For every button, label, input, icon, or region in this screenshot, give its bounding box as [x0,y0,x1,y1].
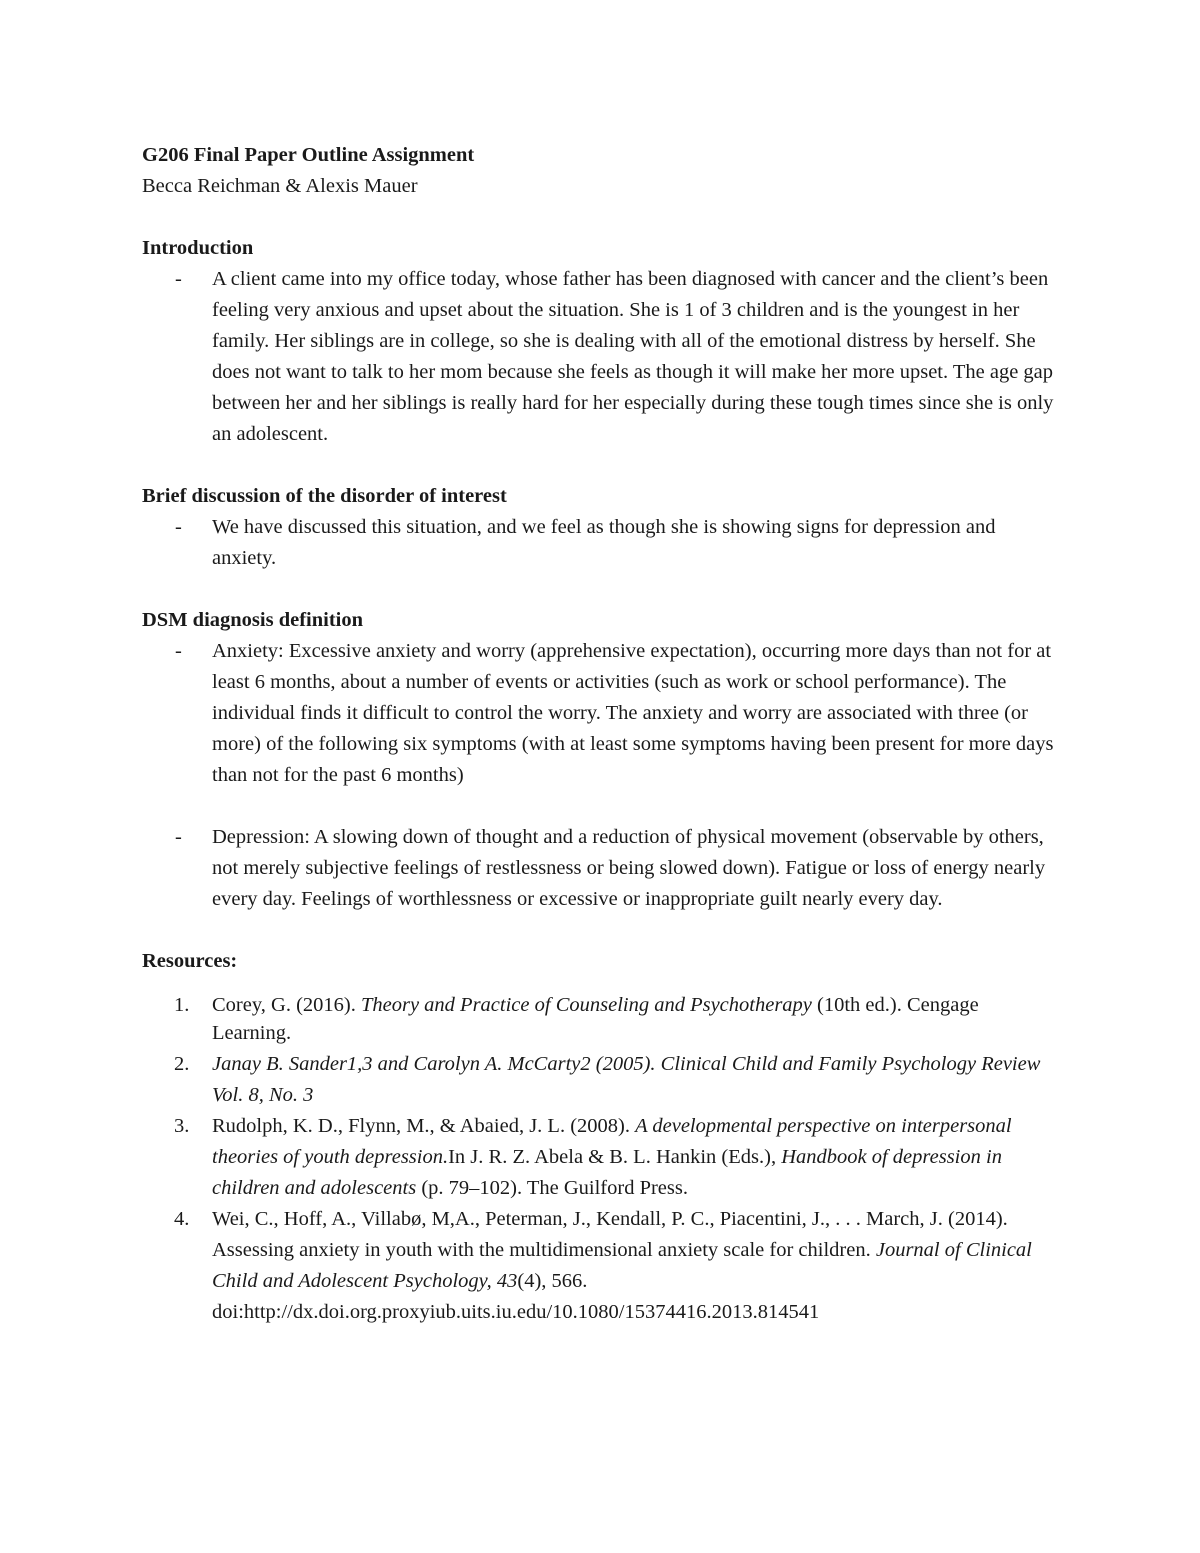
dsm-anxiety-text: Anxiety: Excessive anxiety and worry (apprehensive expectation), occurring more days than not for at least 6 months, about a number of events or activities (such as work or school performance). The individual finds it difficult to control the worry. The anxiety and worry are associated with three (or more) of the following six symptoms (with at least some symptoms having been present for more days than not for the past 6 months) [212,640,1054,786]
introduction-text: A client came into my office today, whose father has been diagnosed with cancer and the client’s been feeling very anxious and upset about the situation. She is 1 of 3 children and is the youngest in her family. Her siblings are in college, so she is dealing with all of the emotional distress by herself. She does not want to talk to her mom because she feels as though it will make her more upset. The age gap between her and her siblings is really hard for her especially during these tough times since she is only an adolescent. [212,268,1054,445]
resource-text: (4), 566. doi:http://dx.doi.org.proxyiub.uits.iu.edu/10.1080/15374416.2013.814541 [212,1270,820,1323]
brief-discussion-section [142,481,1062,574]
resources-heading: Resources: [142,950,238,972]
resource-book-title: Theory and Practice of Counseling and Psychotherapy [360,994,812,1016]
brief-discussion-item [142,512,1062,574]
document-title: G206 Final Paper Outline Assignment [142,144,475,166]
resource-journal-title: Journal of Clinical Child and Adolescent Psychology, 43 [212,1239,1032,1292]
brief-discussion-text: We have discussed this situation, and we feel as though she is showing signs for depression and anxiety. [212,516,996,569]
resource-number: 4. [174,1208,190,1230]
introduction-item [142,264,1062,450]
resource-item-1 [142,991,1062,1047]
dsm-section [142,605,1062,915]
brief-discussion-heading: Brief discussion of the disorder of interest [142,485,507,507]
introduction-list [142,264,1062,450]
dsm-heading: DSM diagnosis definition [142,609,363,631]
introduction-section [142,233,1062,450]
dash-bullet: - [175,640,182,662]
document-authors: Becca Reichman & Alexis Mauer [142,175,418,197]
dash-bullet: - [175,516,182,538]
dsm-anxiety-item [142,636,1062,791]
resource-book-title: Handbook of depression in children and adolescents [212,1146,1002,1199]
dsm-depression-text: Depression: A slowing down of thought and a reduction of physical movement (observable by others, not merely subjective feelings of restlessness or being slowed down). Fatigue or loss of energy nearly every day. Feelings of worthlessness or excessive or inappropriate guilt nearly every day. [212,826,1046,910]
resource-item-3 [142,1111,1062,1204]
document-page [142,140,1062,1328]
resource-item-4 [142,1204,1062,1328]
dash-bullet: - [175,268,182,290]
resource-chapter-title: A developmental perspective on interpersonal theories of youth depression. [212,1115,1012,1168]
dsm-depression-item [142,822,1062,915]
resource-number: 1. [174,994,190,1016]
resource-item-2 [142,1049,1062,1111]
brief-discussion-list [142,512,1062,574]
resource-text: Rudolph, K. D., Flynn, M., & Abaied, J. L. (2008). [212,1115,636,1137]
resource-number: 2. [174,1053,190,1075]
resources-section [142,946,1062,1328]
resources-list [142,991,1062,1328]
resource-text: (p. 79–102). The Guilford Press. [416,1177,688,1199]
resource-text: (10th ed.). Cengage Learning. [212,994,979,1044]
dsm-list [142,636,1062,915]
resource-text: Janay B. Sander1,3 and Carolyn A. McCarty2 (2005). Clinical Child and Family Psychology Review Vol. 8, No. 3 [212,1053,1041,1106]
resource-text: In J. R. Z. Abela & B. L. Hankin (Eds.), [448,1146,782,1168]
introduction-heading: Introduction [142,237,254,259]
resource-text: Corey, G. (2016). [212,994,361,1016]
resource-number: 3. [174,1115,190,1137]
dash-bullet: - [175,826,182,848]
resource-text: Wei, C., Hoff, A., Villabø, M,A., Peterman, J., Kendall, P. C., Piacentini, J., . . . March, J. (2014). Assessing anxiety in youth with the multidimensional anxiety scale for children. [212,1208,1008,1261]
